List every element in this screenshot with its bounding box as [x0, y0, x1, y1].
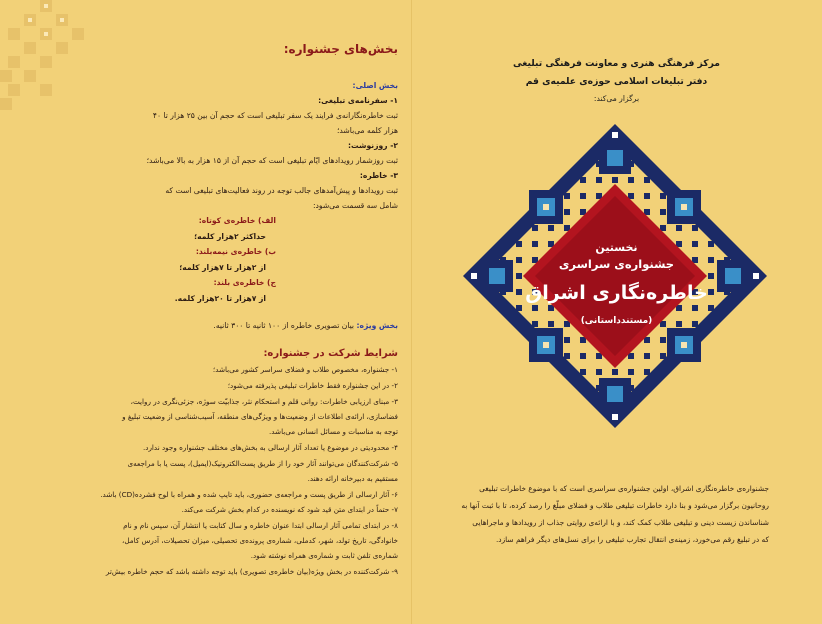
- description-line-2: روحانیون برگزار می‌شود و بنا دارد خاطرات تبلیغی طلاب و فضلای مبلّغ را رصد کرده، تا با ثبت آنها به: [461, 501, 769, 510]
- condition-8-cont-2: شماره‌ی تلفن ثابت و شماره‌ی همراه نوشته شود.: [250, 551, 398, 560]
- sub-item-a-label: الف) خاطره‌ی کوتاه:: [198, 216, 276, 225]
- condition-5: ۵- شرکت‌کنندگان می‌توانند آثار خود را از طریق پست‌الکترونیک(ایمیل)، پست یا با مراجعه‌ی: [127, 459, 398, 468]
- left-panel: [12, 0, 398, 624]
- description-line-4: که در تبلیغ رقم می‌خورد، زمینه‌ی انتقال تجارب تبلیغی را برای نسل‌های دیگر فراهم سازد.: [495, 535, 769, 544]
- sub-item-b-detail: از ۲هزار تا ۷هزار کلمه؛: [179, 263, 266, 272]
- item-1-text-cont: هزار کلمه می‌باشد؛: [337, 126, 398, 135]
- item-1-text: ثبت خاطره‌نگارانه‌ی فرایند یک سفر تبلیغی است که حجم آن بین ۲۵ هزار تا ۴۰: [152, 111, 398, 120]
- condition-9: ۹- شرکت‌کننده در بخش ویژه(بیان خاطره‌ی تصویری) باید توجه داشته باشد که حجم خاطره بیش‌تر: [105, 567, 398, 576]
- sub-item-c-detail: از ۷هزار تا ۲۰هزار کلمه.: [174, 294, 266, 303]
- condition-3-cont-2: توجه به مناسبات و مسائل انسانی می‌باشد.: [269, 427, 398, 436]
- condition-2: ۲- در این جشنواره فقط خاطرات تبلیغی پذیرفته می‌شود؛: [227, 381, 398, 390]
- conditions-title: شرایط شرکت در جشنواره:: [263, 348, 398, 359]
- org-line-2: دفتر تبلیغات اسلامی حوزه‌ی علمیه‌ی قم: [525, 76, 708, 87]
- org-line-1: مرکز فرهنگی هنری و معاونت فرهنگی تبلیغی: [513, 58, 720, 69]
- item-2-text: ثبت روزشمار رویدادهای ایّام تبلیغی است که حجم آن از ۱۵ هزار به بالا می‌باشد؛: [146, 156, 398, 165]
- special-section-text: بیان تصویری خاطره از ۱۰۰ ثانیه تا ۳۰۰ ثانیه.: [213, 321, 355, 330]
- festival-subtitle: (مستندداستانی): [580, 316, 653, 326]
- sub-item-c-label: ج) خاطره‌ی بلند:: [213, 278, 276, 287]
- sub-item-b-label: ب) خاطره‌ی نیمه‌بلند:: [195, 247, 276, 256]
- condition-5-cont: مستقیم به دبیرخانه ارائه دهند.: [307, 474, 398, 483]
- condition-8-cont: خانوادگی، تاریخ تولد، شهر، کدملی، شماره‌ی پرونده‌ی تحصیلی، میزان تحصیلات، آدرس کامل،: [122, 536, 398, 545]
- item-3-text-cont: شامل سه قسمت می‌شود:: [312, 201, 398, 210]
- condition-6: ۶- آثار ارسالی از طریق پست و مراجعه‌ی حضوری، باید تایپ شده و همراه با لوح فشرده(CD) باشد.: [100, 490, 398, 499]
- festival-type: جشنواره‌ی سراسری: [558, 257, 675, 271]
- condition-3-cont: فضاسازی، ارائه‌ی اطلاعات از وضعیت‌ها و ویژگی‌های منطقه، آسیب‌شناسی از وضعیت تبلیغ و: [122, 412, 398, 421]
- description-line-1: جشنواره‌ی خاطره‌نگاری اشراق، اولین جشنواره‌ی سراسری است که با موضوع خاطرات تبلیغی: [479, 484, 769, 493]
- org-line-3: برگزار می‌کند:: [593, 94, 640, 103]
- condition-1: ۱- جشنواره، مخصوص طلاب و فضلای سراسر کشور می‌باشد؛: [212, 365, 398, 374]
- festival-title: خاطره‌نگاری اشراق: [525, 282, 708, 304]
- condition-7: ۷- حتماً در ابتدای متن قید شود که نویسنده در کدام بخش شرکت می‌کند.: [181, 505, 398, 514]
- islamic-tile-pattern-icon: [463, 124, 767, 428]
- item-3-text: ثبت رویدادها و پیش‌آمدهای جالب توجه در روند فعالیت‌های تبلیغی است که: [165, 186, 398, 195]
- special-section: [12, 320, 398, 331]
- item-3-title: ۳- خاطره:: [359, 171, 398, 180]
- special-section-label: بخش ویژه:: [356, 321, 398, 330]
- item-1-title: ۱- سفرنامه‌ی تبلیغی:: [318, 96, 398, 105]
- right-panel: [411, 0, 822, 624]
- main-section-title: بخش اصلی:: [352, 81, 398, 90]
- condition-4: ۴- محدودیتی در موضوع یا تعداد آثار ارسالی به بخش‌های مختلف جشنواره وجود ندارد.: [142, 443, 398, 452]
- description-line-3: شناساندن زیست دینی و تبلیغی طلاب کمک کند، و با ارائه‌ی روایتی جذاب از رویدادها و ماجراهایی: [472, 518, 769, 527]
- festival-ordinal: نخستین: [595, 241, 638, 254]
- condition-8: ۸- در ابتدای تمامی آثار ارسالی ابتدا عنوان خاطره و سال کتابت یا انتشار آن، سپس نام و نام: [123, 521, 398, 530]
- item-2-title: ۲- روزنوشت:: [347, 141, 398, 150]
- condition-3: ۳- مبنای ارزیابی خاطرات: روانی قلم و استحکام نثر، جذابیّت سوژه، جزئی‌نگری در روایت،: [130, 397, 398, 406]
- sections-title: بخش‌های جشنواره:: [283, 42, 398, 56]
- sub-item-a-detail: حداکثر ۲هزار کلمه؛: [194, 232, 266, 241]
